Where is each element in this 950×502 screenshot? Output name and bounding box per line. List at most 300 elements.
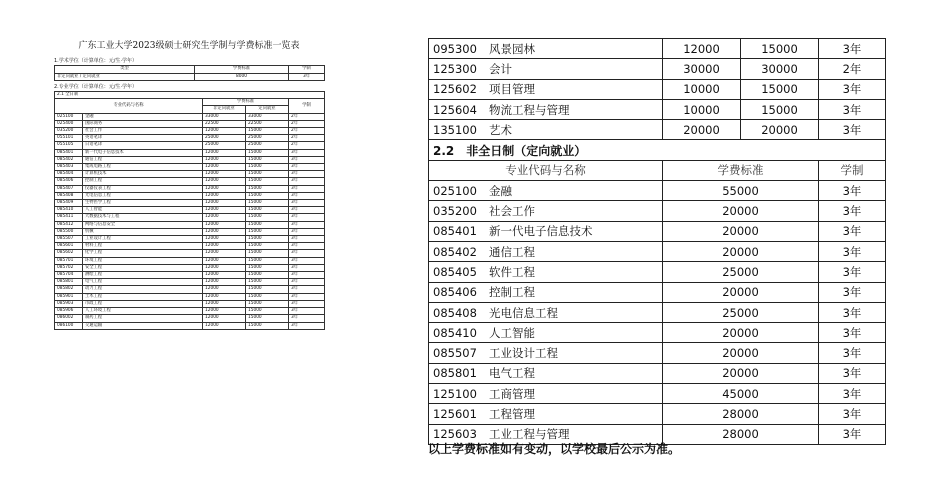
document-title: 广东工业大学2023级硕士研究生学制与学费标准一览表 — [78, 41, 300, 51]
cell-code: 055105 — [55, 142, 83, 149]
cell-name: 英语笔译 — [83, 135, 203, 142]
cell-code: 125603 — [433, 427, 477, 442]
cell-fee-nondirected: 10000 — [663, 99, 741, 119]
cell-name: 工业工程与管理 — [489, 427, 570, 442]
cell-name: 化学工程 — [83, 250, 203, 257]
section-professional-heading: 2.专业学位（计算单位：元/生·学年） — [54, 84, 138, 90]
cell-fee-directed: 15000 — [246, 171, 289, 178]
table-row — [55, 286, 325, 293]
cell-fee-nondirected: 12000 — [203, 286, 246, 293]
cell-years: 3年 — [289, 250, 325, 257]
table-row — [429, 282, 886, 302]
cell-years: 3年 — [289, 279, 325, 286]
cell-fee-directed: 20000 — [741, 120, 819, 140]
cell-code-name — [429, 363, 663, 383]
cell-code: 025100 — [433, 183, 477, 198]
left-page — [54, 38, 324, 330]
cell-code: 085401 — [55, 149, 83, 156]
cell-fee: 20000 — [663, 343, 819, 363]
cell-fee-directed: 15000 — [246, 178, 289, 185]
cell-fee-nondirected: 20000 — [663, 120, 741, 140]
table-header-row — [55, 99, 325, 106]
cell-name: 新一代电子信息技术 — [489, 224, 593, 239]
table-row — [55, 264, 325, 271]
cell-fee-directed: 15000 — [246, 200, 289, 207]
cell-fee-directed: 15000 — [246, 221, 289, 228]
cell-years: 3年 — [819, 99, 886, 119]
table-row — [429, 221, 886, 241]
cell-code: 085410 — [55, 207, 83, 214]
cell-years: 3年 — [289, 286, 325, 293]
cell-fee-nondirected: 12000 — [203, 293, 246, 300]
cell-name: 测绘工程 — [83, 272, 203, 279]
table-row — [55, 178, 325, 185]
cell-fee-directed: 15000 — [246, 156, 289, 163]
cell-fee-directed: 15000 — [246, 315, 289, 322]
cell-years: 3年 — [819, 39, 886, 59]
footnote: 以上学费标准如有变动，以学校最后公示为准。 — [428, 442, 681, 456]
cell-name: 光电信息工程 — [489, 305, 558, 320]
cell-fee-directed: 15000 — [741, 39, 819, 59]
table-row — [55, 185, 325, 192]
table-row — [55, 200, 325, 207]
cell-code: 085901 — [55, 293, 83, 300]
cell-fee-directed: 30000 — [741, 59, 819, 79]
header-type: 类型 — [55, 66, 195, 74]
table-row — [55, 228, 325, 235]
cell-fee-nondirected: 12000 — [203, 192, 246, 199]
cell-name: 金融 — [489, 183, 512, 198]
cell-fee-nondirected: 12000 — [203, 257, 246, 264]
cell-years: 3年 — [819, 262, 886, 282]
cell-code: 085801 — [55, 279, 83, 286]
cell-name: 艺术 — [489, 122, 512, 137]
cell-name: 工业设计工程 — [83, 236, 203, 243]
cell-code-name — [429, 201, 663, 221]
fulltime-continued-rows — [429, 39, 886, 140]
cell-name: 物流工程与管理 — [489, 102, 570, 117]
table-row — [55, 293, 325, 300]
cell-fee-directed: 15000 — [246, 300, 289, 307]
header-fee: 学费标准 — [195, 66, 289, 74]
cell-name: 新一代电子信息技术 — [83, 149, 203, 156]
cell-name: 电气工程 — [83, 279, 203, 286]
cell-fee-directed: 15000 — [246, 185, 289, 192]
cell-code: 085801 — [433, 366, 477, 381]
cell-years: 3年 — [289, 171, 325, 178]
cell-fee: 55000 — [663, 181, 819, 201]
cell-code-name — [429, 404, 663, 424]
cell-fee-directed: 15000 — [246, 214, 289, 221]
cell-years: 3年 — [289, 156, 325, 163]
cell-code: 135100 — [433, 122, 477, 137]
cell-code: 085507 — [433, 346, 477, 361]
cell-years: 3年 — [289, 257, 325, 264]
table-header-row — [55, 66, 325, 74]
cell-fee-directed: 15000 — [246, 286, 289, 293]
table-row — [55, 128, 325, 135]
cell-fee: 25000 — [663, 262, 819, 282]
table-row — [55, 120, 325, 127]
cell-years: 2年 — [819, 59, 886, 79]
header-name: 专业代码与名称 — [429, 160, 663, 180]
cell-fee-nondirected: 10000 — [663, 79, 741, 99]
table-row — [429, 99, 886, 119]
table-row — [429, 181, 886, 201]
cell-fee-nondirected: 12000 — [203, 279, 246, 286]
header-years: 学制 — [289, 99, 325, 113]
cell-fee-directed: 15000 — [246, 128, 289, 135]
cell-fee-nondirected: 22500 — [203, 120, 246, 127]
cell-name: 人工智能 — [83, 207, 203, 214]
cell-years: 3年 — [289, 185, 325, 192]
cell-code-name — [429, 99, 663, 119]
cell-fee-nondirected: 12000 — [203, 300, 246, 307]
cell-years: 3年 — [289, 315, 325, 322]
cell-years: 3年 — [819, 384, 886, 404]
cell-fee-nondirected: 12000 — [203, 207, 246, 214]
cell-fee-nondirected: 12000 — [203, 185, 246, 192]
cell-name: 环境工程 — [83, 257, 203, 264]
cell-code-name — [429, 323, 663, 343]
cell-fee-directed: 15000 — [246, 243, 289, 250]
table-row — [55, 149, 325, 156]
cell-years: 3年 — [819, 201, 886, 221]
table-row — [55, 250, 325, 257]
cell-name: 材料工程 — [83, 243, 203, 250]
cell-fee-directed: 15000 — [246, 228, 289, 235]
cell-name: 控制工程 — [83, 178, 203, 185]
cell-years: 2年 — [289, 113, 325, 120]
cell-code: 085702 — [55, 264, 83, 271]
cell-code-name — [429, 79, 663, 99]
cell-years: 3年 — [819, 404, 886, 424]
cell-years: 2年 — [289, 135, 325, 142]
cell-fee-nondirected: 12000 — [203, 156, 246, 163]
cell-name: 大数据技术与工程 — [83, 214, 203, 221]
cell-name: 工业设计工程 — [489, 346, 558, 361]
cell-fee-nondirected: 12000 — [203, 149, 246, 156]
cell-code: 125604 — [433, 102, 477, 117]
academic-fee-table — [54, 65, 325, 81]
cell-fee-nondirected: 12000 — [203, 272, 246, 279]
cell-code-name — [429, 39, 663, 59]
cell-name: 机械 — [83, 228, 203, 235]
right-page — [428, 38, 885, 445]
cell-fee-nondirected: 12000 — [203, 322, 246, 329]
cell-code: 085507 — [55, 236, 83, 243]
cell-fee: 25000 — [663, 302, 819, 322]
cell-name: 集成电路工程 — [83, 164, 203, 171]
section-fulltime-heading: 2.1 全日制 — [55, 92, 325, 99]
cell-years: 3年 — [289, 236, 325, 243]
table-row — [429, 39, 886, 59]
cell-code: 085802 — [55, 286, 83, 293]
cell-fee-directed: 33000 — [246, 113, 289, 120]
cell-name: 金融 — [83, 113, 203, 120]
cell-fee-nondirected: 12000 — [203, 221, 246, 228]
cell-code: 085601 — [55, 243, 83, 250]
cell-code: 125601 — [433, 406, 477, 421]
cell-code: 085408 — [55, 192, 83, 199]
cell-fee-directed: 15000 — [246, 250, 289, 257]
cell-code: 085410 — [433, 325, 477, 340]
header-years: 学制 — [289, 66, 325, 74]
cell-years: 2年 — [289, 120, 325, 127]
cell-code: 085406 — [55, 178, 83, 185]
cell-years: 3年 — [289, 164, 325, 171]
cell-fee-directed: 15000 — [741, 79, 819, 99]
cell-years: 3年 — [819, 79, 886, 99]
cell-code: 085903 — [55, 300, 83, 307]
cell-years: 3年 — [819, 241, 886, 261]
cell-code: 085500 — [55, 228, 83, 235]
cell-code-name — [429, 221, 663, 241]
cell-name: 生物医学工程 — [83, 200, 203, 207]
cell-name: 制药工程 — [83, 315, 203, 322]
table-row — [55, 272, 325, 279]
cell-fee: 20000 — [663, 323, 819, 343]
cell-name: 项目管理 — [489, 82, 535, 97]
cell-fee-nondirected: 12000 — [663, 39, 741, 59]
cell-name: 计算机技术 — [83, 171, 203, 178]
parttime-rows — [429, 181, 886, 445]
cell-fee-directed: 15000 — [246, 207, 289, 214]
cell-code: 035200 — [433, 204, 477, 219]
cell-fee-nondirected: 12000 — [203, 128, 246, 135]
cell-name: 电气工程 — [489, 366, 535, 381]
cell-code-name — [429, 262, 663, 282]
cell-code: 025100 — [55, 113, 83, 120]
cell-fee-nondirected: 12000 — [203, 228, 246, 235]
table-row — [429, 262, 886, 282]
header-years: 学制 — [819, 160, 886, 180]
cell-years: 3年 — [289, 322, 325, 329]
cell-code: 085403 — [55, 164, 83, 171]
table-row — [55, 279, 325, 286]
cell-fee-directed: 15000 — [246, 236, 289, 243]
cell-name: 安全工程 — [83, 264, 203, 271]
cell-name: 社会工作 — [83, 128, 203, 135]
cell-code: 085402 — [55, 156, 83, 163]
cell-name: 国际商务 — [83, 120, 203, 127]
table-row — [55, 315, 325, 322]
cell-fee: 28000 — [663, 404, 819, 424]
table-row — [429, 79, 886, 99]
cell-fee: 45000 — [663, 384, 819, 404]
cell-fee-nondirected: 12000 — [203, 308, 246, 315]
cell-fee-nondirected: 12000 — [203, 264, 246, 271]
table-row — [55, 142, 325, 149]
table-row — [55, 171, 325, 178]
cell-years: 3年 — [289, 243, 325, 250]
fulltime-fee-table — [54, 91, 325, 330]
cell-code: 085906 — [55, 308, 83, 315]
cell-name: 工商管理 — [489, 386, 535, 401]
cell-fee-directed: 25000 — [246, 142, 289, 149]
cell-fee-nondirected: 12000 — [203, 200, 246, 207]
cell-years: 3年 — [819, 282, 886, 302]
cell-code: 095300 — [433, 41, 477, 56]
cell-years: 3年 — [289, 300, 325, 307]
cell-name: 社会工作 — [489, 204, 535, 219]
table-row — [429, 384, 886, 404]
cell-name: 市政工程 — [83, 300, 203, 307]
cell-name: 土木工程 — [83, 293, 203, 300]
cell-code: 085401 — [433, 224, 477, 239]
cell-code: 085407 — [55, 185, 83, 192]
table-row — [55, 135, 325, 142]
cell-code-name — [429, 282, 663, 302]
cell-code: 085412 — [55, 221, 83, 228]
cell-code: 085405 — [433, 264, 477, 279]
cell-fee-nondirected: 33000 — [203, 113, 246, 120]
header-directed: 定向就业 — [246, 106, 289, 113]
cell-fee-directed: 15000 — [246, 264, 289, 271]
cell-years: 3年 — [819, 323, 886, 343]
cell-code: 125300 — [433, 61, 477, 76]
cell-fee-nondirected: 12000 — [203, 164, 246, 171]
cell-name: 仪器仪表工程 — [83, 185, 203, 192]
cell-code: 086002 — [55, 315, 83, 322]
table-row — [55, 207, 325, 214]
table-row — [429, 201, 886, 221]
cell-name: 动力工程 — [83, 286, 203, 293]
cell-code: 085402 — [433, 244, 477, 259]
cell-years: 3年 — [289, 272, 325, 279]
cell-fee-directed: 15000 — [246, 257, 289, 264]
cell-code: 025400 — [55, 120, 83, 127]
cell-code-name — [429, 302, 663, 322]
table-header-row — [429, 160, 886, 180]
cell-fee-nondirected: 12000 — [203, 236, 246, 243]
cell-fee: 20000 — [663, 282, 819, 302]
section-parttime-row — [429, 140, 886, 160]
cell-code: 085701 — [55, 257, 83, 264]
cell-fee-nondirected: 12000 — [203, 315, 246, 322]
table-row — [55, 236, 325, 243]
cell-fee-directed: 15000 — [741, 99, 819, 119]
cell-years: 2年 — [289, 128, 325, 135]
table-row — [429, 120, 886, 140]
table-row — [429, 323, 886, 343]
cell-years: 3年 — [819, 302, 886, 322]
cell-fee-directed: 15000 — [246, 192, 289, 199]
table-row — [55, 113, 325, 120]
cell-code-name — [429, 343, 663, 363]
cell-name: 网络与信息安全 — [83, 221, 203, 228]
cell-code-name — [429, 181, 663, 201]
cell-name: 通信工程 — [489, 244, 535, 259]
cell-code: 086100 — [55, 322, 83, 329]
cell-code: 085602 — [55, 250, 83, 257]
cell-years: 3年 — [289, 214, 325, 221]
section-parttime-heading: 2.2 非全日制（定向就业） — [429, 140, 886, 160]
cell-fee-nondirected: 25000 — [203, 135, 246, 142]
cell-fee-directed: 15000 — [246, 279, 289, 286]
fulltime-rows — [55, 113, 325, 329]
table-row — [55, 243, 325, 250]
header-name: 专业代码与名称 — [55, 99, 203, 113]
cell-fee-nondirected: 12000 — [203, 171, 246, 178]
table-row — [429, 363, 886, 383]
cell-fee-directed: 15000 — [246, 149, 289, 156]
cell-code: 085704 — [55, 272, 83, 279]
cell-years: 3年 — [289, 73, 325, 81]
table-row — [429, 241, 886, 261]
table-row — [429, 343, 886, 363]
cell-fee: 28000 — [663, 424, 819, 444]
cell-fee-directed: 15000 — [246, 322, 289, 329]
cell-years: 3年 — [289, 308, 325, 315]
cell-code: 085408 — [433, 305, 477, 320]
cell-code: 085411 — [55, 214, 83, 221]
cell-code: 055101 — [55, 135, 83, 142]
cell-fee-directed: 15000 — [246, 272, 289, 279]
cell-name: 工程管理 — [489, 406, 535, 421]
cell-type: 非定向就业 / 定向就业 — [55, 73, 195, 81]
cell-name: 通信工程 — [83, 156, 203, 163]
table-row — [55, 308, 325, 315]
header-nondirected: 非定向就业 — [203, 106, 246, 113]
header-fee: 学费标准 — [663, 160, 819, 180]
cell-fee-nondirected: 30000 — [663, 59, 741, 79]
cell-name: 人工智能 — [489, 325, 535, 340]
cell-years: 3年 — [289, 221, 325, 228]
table-row — [429, 302, 886, 322]
cell-name: 会计 — [489, 61, 512, 76]
cell-code: 035200 — [55, 128, 83, 135]
section-fulltime-row — [55, 92, 325, 99]
cell-name: 日语笔译 — [83, 142, 203, 149]
cell-fee: 20000 — [663, 241, 819, 261]
cell-fee-nondirected: 12000 — [203, 214, 246, 221]
cell-fee-nondirected: 12000 — [203, 250, 246, 257]
cell-code-name — [429, 120, 663, 140]
cell-years: 3年 — [289, 149, 325, 156]
header-fee: 学费标准 — [203, 99, 289, 106]
table-row — [429, 59, 886, 79]
cell-fee: 8000 — [195, 73, 289, 81]
table-row — [55, 322, 325, 329]
cell-code: 125602 — [433, 82, 477, 97]
cell-fee-directed: 25000 — [246, 135, 289, 142]
cell-years: 3年 — [819, 343, 886, 363]
cell-name: 软件工程 — [489, 264, 535, 279]
cell-years: 3年 — [289, 293, 325, 300]
cell-years: 3年 — [289, 178, 325, 185]
cell-name: 风景园林 — [489, 41, 535, 56]
cell-fee-directed: 15000 — [246, 164, 289, 171]
cell-years: 3年 — [289, 207, 325, 214]
table-row — [55, 156, 325, 163]
cell-years: 3年 — [289, 192, 325, 199]
cell-code-name — [429, 384, 663, 404]
cell-fee: 20000 — [663, 201, 819, 221]
cell-fee-nondirected: 25000 — [203, 142, 246, 149]
cell-fee-directed: 15000 — [246, 293, 289, 300]
cell-fee-nondirected: 12000 — [203, 178, 246, 185]
cell-name: 交通运输 — [83, 322, 203, 329]
cell-years: 3年 — [819, 221, 886, 241]
fee-table-continued — [428, 38, 886, 445]
cell-fee-nondirected: 12000 — [203, 243, 246, 250]
table-row — [429, 404, 886, 424]
cell-fee: 20000 — [663, 363, 819, 383]
cell-years: 2年 — [289, 142, 325, 149]
cell-fee-directed: 15000 — [246, 308, 289, 315]
table-row — [55, 192, 325, 199]
